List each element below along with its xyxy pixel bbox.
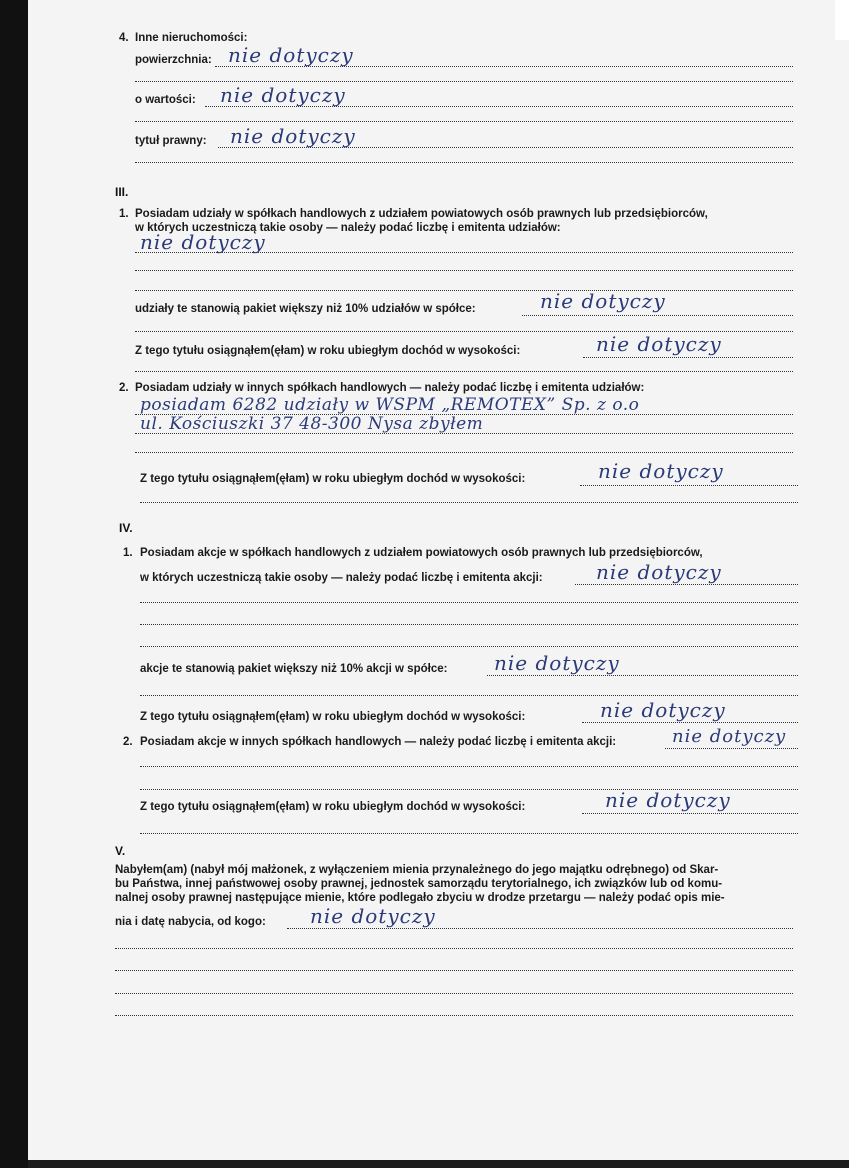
item-number: 2. <box>123 736 133 748</box>
item-number: 4. <box>119 32 129 44</box>
dotted-line <box>115 970 793 971</box>
question-text: Posiadam udziały w innych spółkach handlowych — należy podać liczbę i emitenta udziałów: <box>135 382 645 394</box>
question-text: Z tego tytułu osiągnąłem(ęłam) w roku ubiegłym dochód w wysokości: <box>140 473 526 485</box>
dotted-line <box>115 948 793 949</box>
question-text: w których uczestniczą takie osoby — należy podać liczbę i emitenta akcji: <box>140 572 543 584</box>
label-area: powierzchnia: <box>135 54 212 66</box>
dotted-line <box>140 833 798 834</box>
section-heading: III. <box>115 185 129 199</box>
dotted-line <box>135 252 793 253</box>
item-number: 1. <box>123 547 133 559</box>
item-number: 2. <box>119 382 129 394</box>
dotted-line <box>135 121 793 122</box>
dotted-line <box>115 1015 793 1016</box>
question-text: Z tego tytułu osiągnąłem(ęłam) w roku ubiegłym dochód w wysokości: <box>140 711 526 723</box>
dotted-line <box>115 993 793 994</box>
paragraph-line: bu Państwa, innej państwowej osoby prawnej, jednostek samorządu terytorialnego, ich związków lub od komu- <box>115 878 723 890</box>
section-heading: V. <box>115 844 126 858</box>
page-corner <box>835 0 849 40</box>
dotted-line <box>140 624 798 625</box>
handwritten-answer: nie dotyczy <box>672 726 787 747</box>
question-text: Posiadam akcje w spółkach handlowych z udziałem powiatowych osób prawnych lub przedsiębiorców, <box>140 547 703 559</box>
paragraph-line: Nabyłem(am) (nabył mój małżonek, z wyłączeniem mienia przynależnego do jego majątku odrębnego) od Skar- <box>115 864 719 876</box>
dotted-line <box>580 485 798 486</box>
question-text: udziały te stanowią pakiet większy niż 10% udziałów w spółce: <box>135 303 476 315</box>
dotted-line <box>582 722 798 723</box>
dotted-line <box>522 315 793 316</box>
label-value: o wartości: <box>135 94 196 106</box>
question-text: Posiadam udziały w spółkach handlowych z udziałem powiatowych osób prawnych lub przedsiębiorców, <box>135 208 708 220</box>
handwritten-answer: nie dotyczy <box>230 124 356 148</box>
question-text: Z tego tytułu osiągnąłem(ęłam) w roku ubiegłym dochód w wysokości: <box>140 801 526 813</box>
dotted-line <box>140 695 798 696</box>
dotted-line <box>135 290 793 291</box>
dotted-line <box>287 928 793 929</box>
dotted-line <box>487 675 798 676</box>
dotted-line <box>135 162 793 163</box>
paragraph-line: nalnej osoby prawnej następujące mienie, które podlegało zbyciu w drodze przetargu — należy podać opis mie- <box>115 892 725 904</box>
dotted-line <box>135 270 793 271</box>
question-text: akcje te stanowią pakiet większy niż 10% akcji w spółce: <box>140 663 448 675</box>
dotted-line <box>575 584 798 585</box>
handwritten-answer: nie dotyczy <box>540 289 666 313</box>
label-title: tytuł prawny: <box>135 135 207 147</box>
dotted-line <box>135 452 793 453</box>
dotted-line <box>583 357 793 358</box>
dotted-line <box>140 502 798 503</box>
handwritten-answer: nie dotyczy <box>600 698 726 722</box>
dotted-line <box>140 602 798 603</box>
dotted-line <box>665 748 798 749</box>
item-number: 1. <box>119 208 129 220</box>
paragraph-line: nia i datę nabycia, od kogo: <box>115 916 266 928</box>
handwritten-answer: nie dotyczy <box>605 788 731 812</box>
handwritten-answer: nie dotyczy <box>598 459 724 483</box>
dotted-line <box>135 371 793 372</box>
handwritten-answer: nie dotyczy <box>220 83 346 107</box>
dotted-line <box>140 646 798 647</box>
scan-binding-edge <box>0 0 28 1168</box>
handwritten-answer: posiadam 6282 udziały w WSPM „REMOTEX” Sp. z o.o <box>140 395 640 415</box>
question-text: Posiadam akcje w innych spółkach handlowych — należy podać liczbę i emitenta akcji: <box>140 736 617 748</box>
dotted-line <box>135 433 793 434</box>
question-text: w których uczestniczą takie osoby — należy podać liczbę i emitenta udziałów: <box>135 222 561 234</box>
handwritten-answer: nie dotyczy <box>494 651 620 675</box>
handwritten-answer: nie dotyczy <box>596 560 722 584</box>
dotted-line <box>135 81 793 82</box>
question-text: Z tego tytułu osiągnąłem(ęłam) w roku ubiegłym dochód w wysokości: <box>135 345 521 357</box>
section-heading: IV. <box>119 521 133 535</box>
handwritten-answer: nie dotyczy <box>140 230 266 254</box>
handwritten-answer: nie dotyczy <box>228 43 354 67</box>
handwritten-answer: nie dotyczy <box>596 332 722 356</box>
section-title: Inne nieruchomości: <box>135 32 248 44</box>
dotted-line <box>140 766 798 767</box>
handwritten-answer: nie dotyczy <box>310 904 436 928</box>
handwritten-answer: ul. Kościuszki 37 48-300 Nysa zbyłem <box>140 414 484 434</box>
dotted-line <box>582 813 798 814</box>
